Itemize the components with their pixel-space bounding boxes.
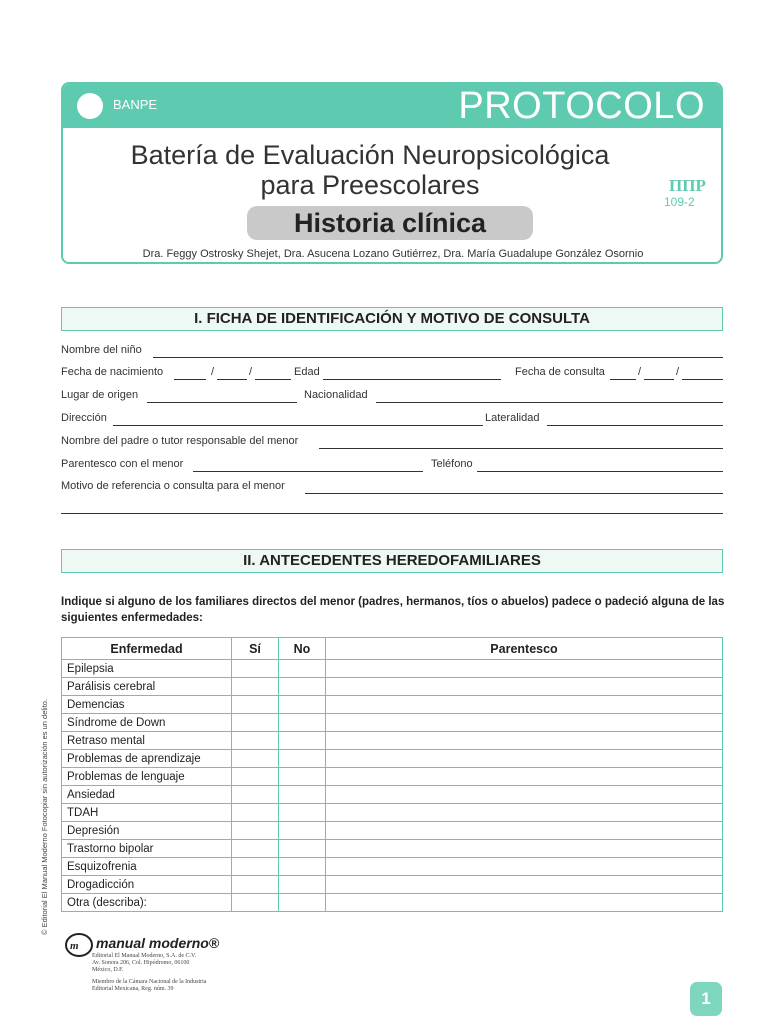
kinship-cell[interactable] xyxy=(326,894,723,912)
disease-name: Demencias xyxy=(62,696,232,714)
field-label: Teléfono xyxy=(431,458,473,470)
publisher-membership xyxy=(92,979,206,993)
kinship-cell[interactable] xyxy=(326,768,723,786)
page-number: 1 xyxy=(690,982,722,1016)
disease-name: Ansiedad xyxy=(62,786,232,804)
yes-cell[interactable] xyxy=(232,714,279,732)
kinship-cell[interactable] xyxy=(326,876,723,894)
table-row xyxy=(62,894,723,912)
yes-cell[interactable] xyxy=(232,678,279,696)
age-line[interactable] xyxy=(323,379,501,380)
copyright-note: © Editorial El Manual Moderno Fotocopiar sin autorización es un delito. xyxy=(40,698,49,935)
header-disease: Enfermedad xyxy=(62,638,232,660)
field-address xyxy=(61,412,723,430)
field-kinship xyxy=(61,458,723,476)
kinship-cell[interactable] xyxy=(326,660,723,678)
family-history-table xyxy=(61,637,723,912)
field-reason xyxy=(61,480,723,498)
field-label: Lugar de origen xyxy=(61,389,139,401)
brand-label: BANPE xyxy=(113,97,158,112)
no-cell[interactable] xyxy=(279,786,326,804)
yes-cell[interactable] xyxy=(232,894,279,912)
header-yes: Sí xyxy=(232,638,279,660)
title-line-2: para Preescolares xyxy=(260,170,480,200)
kinship-cell[interactable] xyxy=(326,732,723,750)
no-cell[interactable] xyxy=(279,858,326,876)
table-row xyxy=(62,876,723,894)
field-birth-date xyxy=(61,366,723,384)
subtitle-pill: Historia clínica xyxy=(247,206,533,240)
no-cell[interactable] xyxy=(279,804,326,822)
birth-month-line[interactable] xyxy=(217,379,247,380)
header-panel xyxy=(61,82,723,264)
consult-day-line[interactable] xyxy=(610,379,636,380)
authors: Dra. Feggy Ostrosky Shejet, Dra. Asucena Lozano Gutiérrez, Dra. María Guadalupe González Osornio xyxy=(142,248,644,260)
table-row xyxy=(62,786,723,804)
date-separator: / xyxy=(638,366,642,378)
svg-text:m: m xyxy=(70,940,79,952)
no-cell[interactable] xyxy=(279,750,326,768)
date-separator: / xyxy=(249,366,253,378)
kinship-cell[interactable] xyxy=(326,678,723,696)
reason-extra-line[interactable] xyxy=(61,513,723,514)
kinship-line[interactable] xyxy=(193,471,423,472)
yes-cell[interactable] xyxy=(232,696,279,714)
table-header-row xyxy=(62,638,723,660)
disease-name: Epilepsia xyxy=(62,660,232,678)
field-label: Fecha de nacimiento xyxy=(61,366,164,378)
no-cell[interactable] xyxy=(279,732,326,750)
yes-cell[interactable] xyxy=(232,660,279,678)
nationality-line[interactable] xyxy=(376,402,723,403)
guardian-line[interactable] xyxy=(319,448,723,449)
child-name-line[interactable] xyxy=(153,357,723,358)
field-label: Lateralidad xyxy=(485,412,540,424)
manual-moderno-logo-icon xyxy=(64,932,94,958)
protocol-badge: PROTOCOLO xyxy=(458,85,705,127)
header-no: No xyxy=(279,638,326,660)
page-title xyxy=(63,140,677,200)
field-origin xyxy=(61,389,723,407)
birth-year-line[interactable] xyxy=(255,379,291,380)
header-bar xyxy=(63,84,721,128)
yes-cell[interactable] xyxy=(232,804,279,822)
member-line: Miembro de la Cámara Nacional de la Industria xyxy=(92,979,207,985)
no-cell[interactable] xyxy=(279,876,326,894)
field-label: Fecha de consulta xyxy=(515,366,605,378)
disease-name: Parálisis cerebral xyxy=(62,678,232,696)
form-code: 109-2 xyxy=(664,195,695,209)
field-label: Nombre del padre o tutor responsable del menor xyxy=(61,435,299,447)
disease-name: Depresión xyxy=(62,822,232,840)
yes-cell[interactable] xyxy=(232,876,279,894)
no-cell[interactable] xyxy=(279,822,326,840)
disease-name: Problemas de aprendizaje xyxy=(62,750,232,768)
publisher-name: manual moderno® xyxy=(96,935,220,951)
table-row xyxy=(62,660,723,678)
reason-line[interactable] xyxy=(305,493,723,494)
table-row xyxy=(62,678,723,696)
address-line: Editorial El Manual Moderno, S.A. de C.V. xyxy=(92,953,197,959)
phone-line[interactable] xyxy=(477,471,723,472)
disease-name: Síndrome de Down xyxy=(62,714,232,732)
no-cell[interactable] xyxy=(279,840,326,858)
disease-name: TDAH xyxy=(62,804,232,822)
yes-cell[interactable] xyxy=(232,750,279,768)
no-cell[interactable] xyxy=(279,696,326,714)
laterality-line[interactable] xyxy=(547,425,723,426)
table-row xyxy=(62,768,723,786)
instruction-text: Indique si alguno de los familiares directos del menor (padres, hermanos, tíos o abuelos) padece o padeció alguna de las siguientes enfermedades: xyxy=(61,596,725,624)
yes-cell[interactable] xyxy=(232,822,279,840)
disease-name: Retraso mental xyxy=(62,732,232,750)
circle-icon xyxy=(77,93,103,119)
kinship-cell[interactable] xyxy=(326,786,723,804)
disease-name: Drogadicción xyxy=(62,876,232,894)
disease-name: Esquizofrenia xyxy=(62,858,232,876)
disease-name: Problemas de lenguaje xyxy=(62,768,232,786)
kinship-cell[interactable] xyxy=(326,840,723,858)
consult-year-line[interactable] xyxy=(682,379,723,380)
address-line[interactable] xyxy=(113,425,483,426)
section-2-title: II. ANTECEDENTES HEREDOFAMILIARES xyxy=(61,549,723,573)
section-1-title: I. FICHA DE IDENTIFICACIÓN Y MOTIVO DE CONSULTA xyxy=(61,307,723,331)
header-kinship: Parentesco xyxy=(326,638,723,660)
table-row xyxy=(62,858,723,876)
no-cell[interactable] xyxy=(279,714,326,732)
kinship-cell[interactable] xyxy=(326,714,723,732)
kinship-cell[interactable] xyxy=(326,750,723,768)
member-line: Editorial Mexicana, Reg. núm. 39 xyxy=(92,986,174,992)
address-line: Av. Sonora 206, Col. Hipódromo, 06100 xyxy=(92,960,190,966)
yes-cell[interactable] xyxy=(232,768,279,786)
kinship-cell[interactable] xyxy=(326,696,723,714)
yes-cell[interactable] xyxy=(232,732,279,750)
birth-day-line[interactable] xyxy=(174,379,206,380)
field-label: Dirección xyxy=(61,412,107,424)
table-row xyxy=(62,696,723,714)
date-separator: / xyxy=(211,366,215,378)
address-line: México, D.F. xyxy=(92,967,124,973)
field-guardian xyxy=(61,435,723,453)
field-label: Edad xyxy=(294,366,320,378)
yes-cell[interactable] xyxy=(232,858,279,876)
no-cell[interactable] xyxy=(279,768,326,786)
field-label: Motivo de referencia o consulta para el menor xyxy=(61,480,285,492)
field-label: Nacionalidad xyxy=(304,389,368,401)
no-cell[interactable] xyxy=(279,660,326,678)
publisher-address xyxy=(92,953,196,974)
kinship-cell[interactable] xyxy=(326,804,723,822)
consult-month-line[interactable] xyxy=(644,379,674,380)
table-row xyxy=(62,822,723,840)
yes-cell[interactable] xyxy=(232,786,279,804)
table-row xyxy=(62,840,723,858)
field-label: Nombre del niño xyxy=(61,344,142,356)
publisher-mark: ΠΠΡ xyxy=(669,176,706,195)
origin-line[interactable] xyxy=(147,402,297,403)
title-line-1: Batería de Evaluación Neuropsicológica xyxy=(130,140,610,170)
no-cell[interactable] xyxy=(279,678,326,696)
table-row xyxy=(62,714,723,732)
disease-name: Trastorno bipolar xyxy=(62,840,232,858)
field-child-name xyxy=(61,344,723,362)
no-cell[interactable] xyxy=(279,894,326,912)
kinship-cell[interactable] xyxy=(326,822,723,840)
kinship-cell[interactable] xyxy=(326,858,723,876)
yes-cell[interactable] xyxy=(232,840,279,858)
date-separator: / xyxy=(676,366,680,378)
table-row xyxy=(62,732,723,750)
table-row xyxy=(62,804,723,822)
field-label: Parentesco con el menor xyxy=(61,458,184,470)
table-row xyxy=(62,750,723,768)
disease-name: Otra (describa): xyxy=(62,894,232,912)
